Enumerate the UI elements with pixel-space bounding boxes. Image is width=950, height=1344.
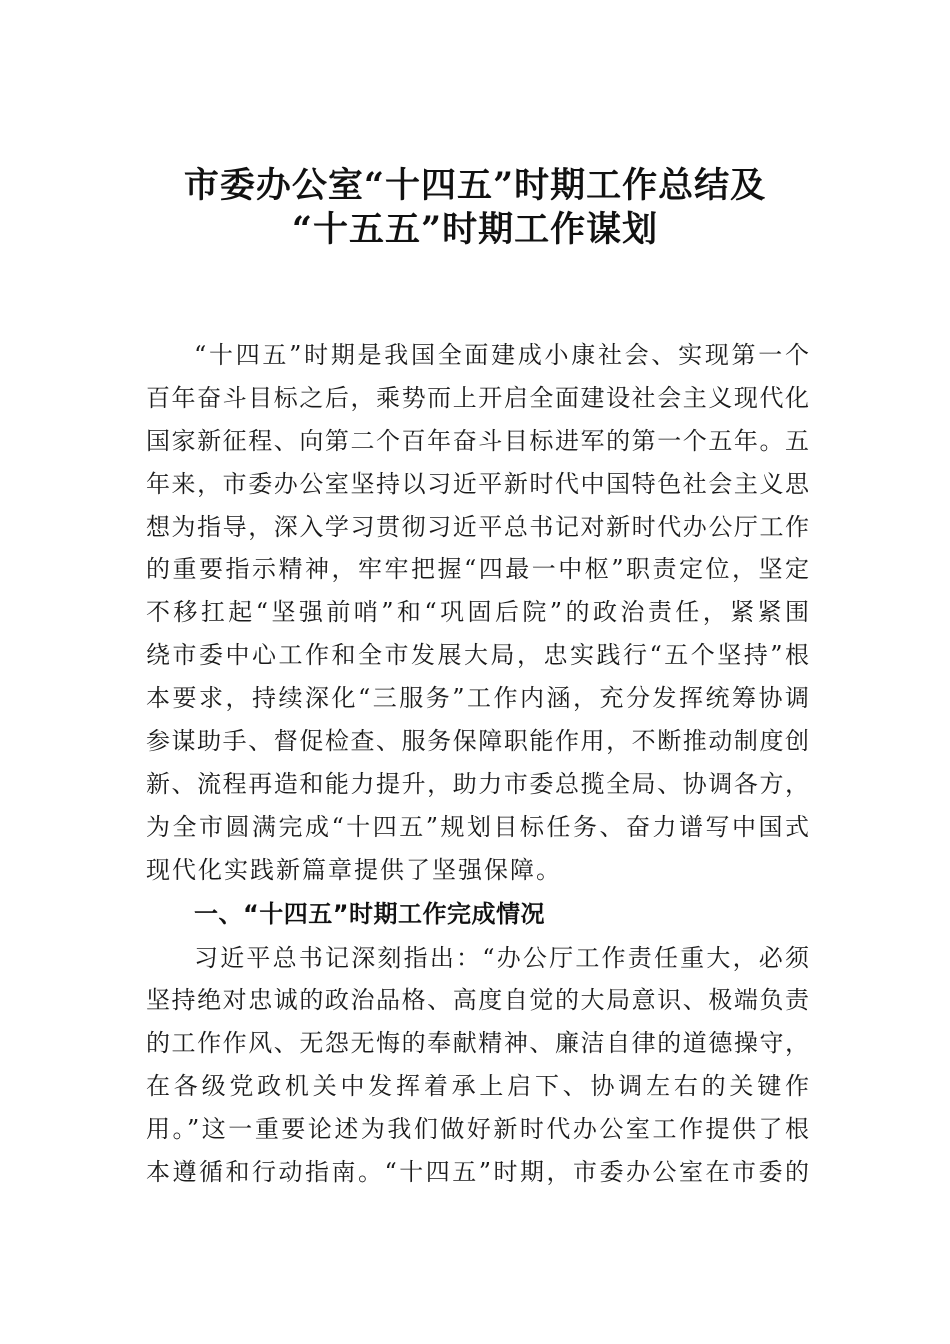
paragraph-line: 年来，市委办公室坚持以习近平新时代中国特色社会主义思: [146, 469, 809, 498]
paragraph-line: 绕市委中心工作和全市发展大局，忠实践行“五个坚持”根: [146, 641, 809, 670]
paragraph-line: 坚持绝对忠诚的政治品格、高度自觉的大局意识、极端负责: [146, 986, 809, 1015]
paragraph-line: 参谋助手、督促检查、服务保障职能作用，不断推动制度创: [146, 727, 809, 756]
paragraph-2: [146, 937, 809, 1194]
paragraph-line: 的重要指示精神，牢牢把握“四最一中枢”职责定位，坚定: [146, 555, 809, 584]
paragraph-line: “十四五”时期是我国全面建成小康社会、实现第一个: [194, 341, 809, 369]
paragraph-line: 的工作作风、无怨无悔的奉献精神、廉洁自律的道德操守，: [146, 1029, 809, 1058]
document-body: [146, 334, 809, 1194]
paragraph-line: 不移扛起“坚强前哨”和“巩固后院”的政治责任，紧紧围: [146, 598, 809, 627]
paragraph-line: 想为指导，深入学习贯彻习近平总书记对新时代办公厅工作: [146, 512, 809, 541]
paragraph-line: 本要求，持续深化“三服务”工作内涵，充分发挥统筹协调: [146, 684, 809, 713]
paragraph-line: 新、流程再造和能力提升，助力市委总揽全局、协调各方，: [146, 769, 809, 798]
paragraph-line: 在各级党政机关中发挥着承上启下、协调左右的关键作: [146, 1072, 809, 1101]
paragraph-line: 用。”这一重要论述为我们做好新时代办公室工作提供了根: [146, 1115, 809, 1144]
paragraph-line: 国家新征程、向第二个百年奋斗目标进军的第一个五年。五: [146, 426, 809, 455]
section-heading-1: 一、“十四五”时期工作完成情况: [194, 899, 546, 928]
paragraph-1: [146, 334, 809, 892]
paragraph-line: 百年奋斗目标之后，乘势而上开启全面建设社会主义现代化: [146, 383, 809, 412]
paragraph-line: 本遵循和行动指南。“十四五”时期，市委办公室在市委的: [146, 1158, 809, 1187]
paragraph-line: 现代化实践新篇章提供了坚强保障。: [146, 855, 562, 884]
paragraph-line: 为全市圆满完成“十四五”规划目标任务、奋力谱写中国式: [146, 812, 809, 841]
paragraph-line: 习近平总书记深刻指出：“办公厅工作责任重大，必须: [194, 943, 809, 972]
document-title-line-2: “十五五”时期工作谋划: [291, 209, 659, 250]
document-title-line-1: 市委办公室“十四五”时期工作总结及: [183, 165, 767, 206]
